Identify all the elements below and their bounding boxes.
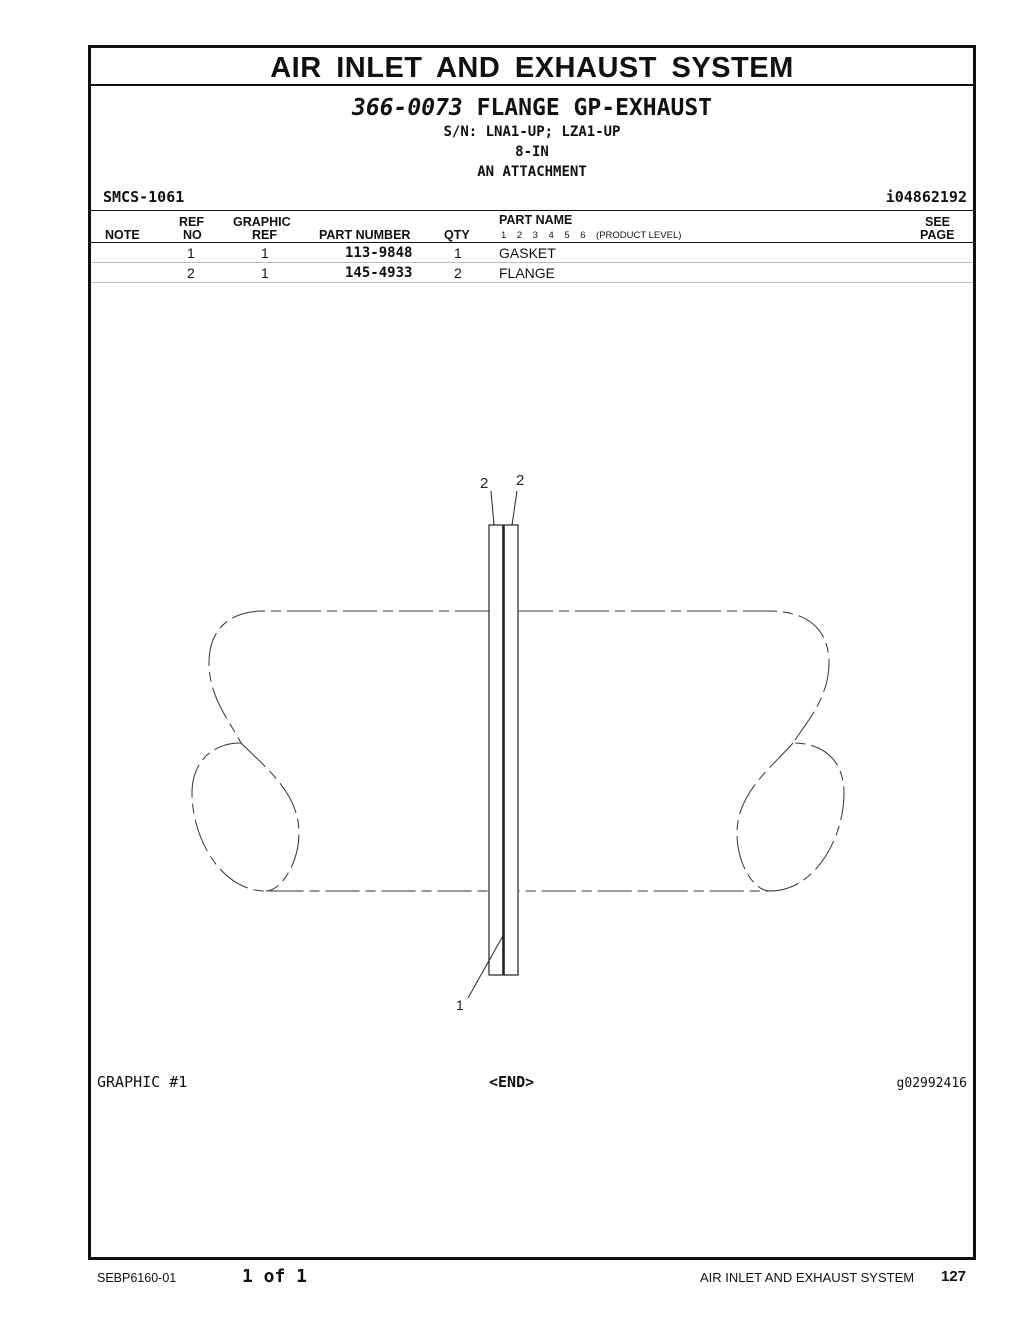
row-part-number[interactable]: 113-9848: [345, 245, 413, 261]
row-part-name: FLANGE: [499, 265, 556, 281]
footer-section-title: AIR INLET AND EXHAUST SYSTEM: [700, 1270, 915, 1285]
end-marker: <END>: [489, 1073, 535, 1091]
col-graphic-ref: REF: [252, 228, 277, 242]
callout-label: 2: [480, 475, 489, 492]
serial-numbers: S/N: LNA1-UP; LZA1-UP: [443, 124, 621, 140]
section-title: AIR INLET AND EXHAUST SYSTEM: [91, 48, 973, 86]
col-no: NO: [183, 228, 202, 242]
callout-label: 1: [456, 997, 464, 1013]
row-part-number[interactable]: 145-4933: [345, 265, 413, 281]
graphic-label: GRAPHIC #1: [97, 1073, 188, 1091]
col-part-number: PART NUMBER: [319, 228, 411, 242]
col-graphic: GRAPHIC: [233, 215, 291, 229]
row-qty: 2: [454, 265, 462, 281]
col-page: PAGE: [920, 228, 955, 242]
col-ref: REF: [179, 215, 204, 229]
row-ref-no: 2: [187, 265, 195, 281]
col-product-levels: 1 2 3 4 5 6 (PRODUCT LEVEL): [501, 230, 682, 241]
graphic-id: g02992416: [896, 1076, 967, 1091]
document-id: SEBP6160-01: [97, 1271, 177, 1285]
smcs-code: SMCS-1061: [103, 188, 185, 206]
row-part-name: GASKET: [499, 245, 556, 261]
leader-line: [491, 491, 494, 525]
group-name: FLANGE GP-EXHAUST: [476, 95, 713, 121]
row-ref-no: 1: [187, 245, 195, 261]
info-id: i04862192: [885, 188, 967, 206]
attachment-label: AN ATTACHMENT: [477, 164, 587, 180]
page-frame: [88, 45, 976, 1260]
group-part-number[interactable]: 366-0073: [351, 95, 463, 121]
size-label: 8-IN: [515, 144, 549, 160]
page-of-label: 1 of 1: [242, 1266, 308, 1287]
page-footer: [0, 1266, 1020, 1290]
leader-line: [512, 491, 517, 525]
col-see: SEE: [925, 215, 951, 229]
col-note: NOTE: [105, 228, 140, 242]
col-qty: QTY: [444, 228, 470, 242]
callout-label: 2: [516, 472, 525, 489]
col-part-name: PART NAME: [499, 213, 573, 227]
row-graphic-ref: 1: [261, 265, 269, 281]
row-graphic-ref: 1: [261, 245, 269, 261]
flange-right: [504, 525, 518, 975]
flange-left: [489, 525, 503, 975]
page-number: 127: [941, 1268, 967, 1285]
row-qty: 1: [454, 245, 462, 261]
